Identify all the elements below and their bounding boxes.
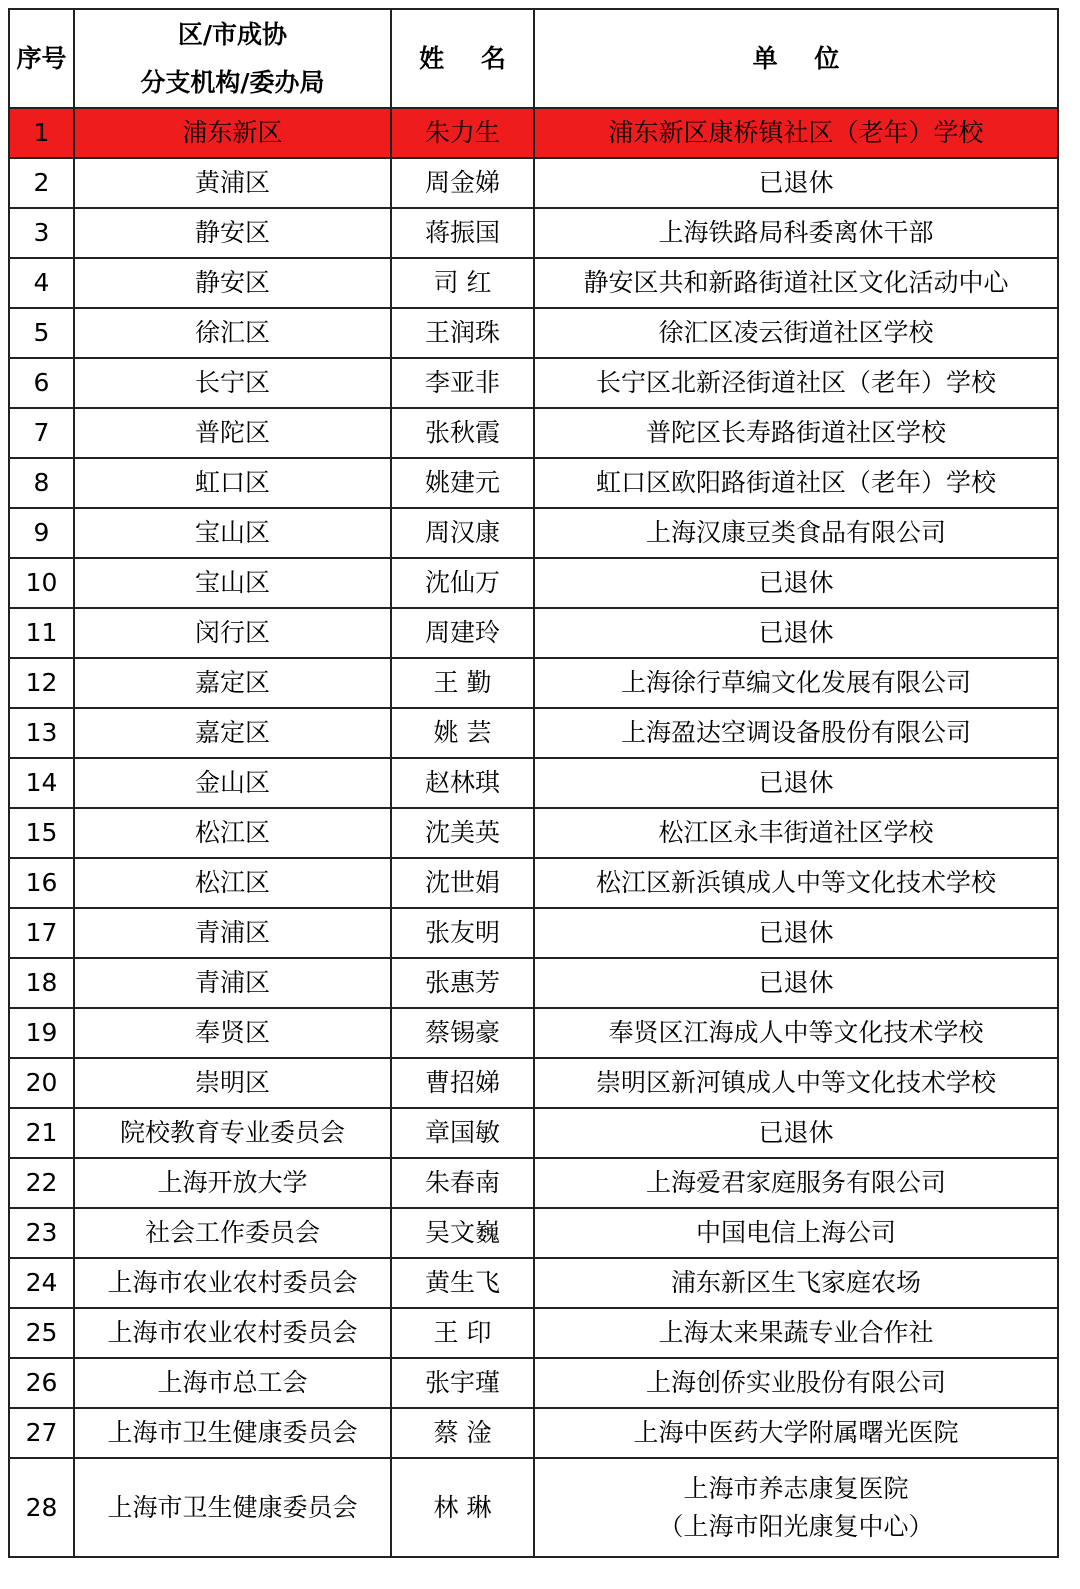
cell-name: 张友明 [391, 908, 534, 958]
cell-name: 沈美英 [391, 808, 534, 858]
cell-no: 20 [9, 1058, 74, 1108]
cell-unit [534, 1458, 1058, 1557]
cell-district: 普陀区 [74, 408, 391, 458]
cell-no: 16 [9, 858, 74, 908]
table-header [9, 9, 1058, 108]
cell-no: 14 [9, 758, 74, 808]
table-row [9, 758, 1058, 808]
table-row [9, 108, 1058, 158]
cell-name: 周汉康 [391, 508, 534, 558]
cell-name: 王 勤 [391, 658, 534, 708]
cell-district: 奉贤区 [74, 1008, 391, 1058]
cell-unit: 长宁区北新泾街道社区（老年）学校 [534, 358, 1058, 408]
cell-name: 蔡锡豪 [391, 1008, 534, 1058]
cell-no: 28 [9, 1458, 74, 1557]
header-row [9, 9, 1058, 108]
table-row [9, 208, 1058, 258]
cell-name: 姚 芸 [391, 708, 534, 758]
cell-district: 浦东新区 [74, 108, 391, 158]
cell-unit: 上海汉康豆类食品有限公司 [534, 508, 1058, 558]
cell-name: 周建玲 [391, 608, 534, 658]
cell-district: 静安区 [74, 258, 391, 308]
header-district [74, 9, 391, 108]
cell-unit: 奉贤区江海成人中等文化技术学校 [534, 1008, 1058, 1058]
cell-no: 8 [9, 458, 74, 508]
cell-unit: 松江区新浜镇成人中等文化技术学校 [534, 858, 1058, 908]
cell-district: 青浦区 [74, 958, 391, 1008]
cell-unit: 上海徐行草编文化发展有限公司 [534, 658, 1058, 708]
cell-district: 虹口区 [74, 458, 391, 508]
cell-no: 13 [9, 708, 74, 758]
cell-name: 张惠芳 [391, 958, 534, 1008]
cell-no: 9 [9, 508, 74, 558]
cell-district: 嘉定区 [74, 658, 391, 708]
header-district-line2: 分支机构/委办局 [140, 67, 325, 97]
table-row [9, 308, 1058, 358]
cell-district: 闵行区 [74, 608, 391, 658]
cell-no: 21 [9, 1108, 74, 1158]
cell-district: 上海市卫生健康委员会 [74, 1408, 391, 1458]
cell-no: 24 [9, 1258, 74, 1308]
cell-district: 崇明区 [74, 1058, 391, 1108]
header-no: 序号 [9, 9, 74, 108]
table-row [9, 1158, 1058, 1208]
cell-no: 22 [9, 1158, 74, 1208]
cell-name: 吴文巍 [391, 1208, 534, 1258]
cell-no: 26 [9, 1358, 74, 1408]
cell-name: 赵林琪 [391, 758, 534, 808]
cell-unit: 上海盈达空调设备股份有限公司 [534, 708, 1058, 758]
cell-unit: 虹口区欧阳路街道社区（老年）学校 [534, 458, 1058, 508]
cell-district: 青浦区 [74, 908, 391, 958]
cell-name: 李亚非 [391, 358, 534, 408]
cell-name: 朱力生 [391, 108, 534, 158]
cell-unit: 上海爱君家庭服务有限公司 [534, 1158, 1058, 1208]
cell-district: 长宁区 [74, 358, 391, 408]
header-unit-label: 单 位 [752, 43, 854, 73]
table-row [9, 1258, 1058, 1308]
table-row [9, 708, 1058, 758]
cell-no: 7 [9, 408, 74, 458]
table-row [9, 608, 1058, 658]
cell-no: 12 [9, 658, 74, 708]
cell-unit: 已退休 [534, 908, 1058, 958]
cell-name: 王润珠 [391, 308, 534, 358]
cell-unit: 已退休 [534, 958, 1058, 1008]
cell-district: 宝山区 [74, 508, 391, 558]
cell-unit: 已退休 [534, 558, 1058, 608]
roster-table [8, 8, 1059, 1558]
cell-unit: 已退休 [534, 758, 1058, 808]
cell-district: 黄浦区 [74, 158, 391, 208]
cell-unit: 已退休 [534, 158, 1058, 208]
cell-district: 松江区 [74, 808, 391, 858]
header-name [391, 9, 534, 108]
table-row [9, 508, 1058, 558]
cell-unit: 上海铁路局科委离休干部 [534, 208, 1058, 258]
cell-name: 蔡 淦 [391, 1408, 534, 1458]
table-row [9, 558, 1058, 608]
cell-unit: 已退休 [534, 608, 1058, 658]
table-row [9, 408, 1058, 458]
header-name-label: 姓 名 [419, 43, 520, 73]
table-row [9, 1408, 1058, 1458]
cell-no: 6 [9, 358, 74, 408]
cell-unit: 上海太来果蔬专业合作社 [534, 1308, 1058, 1358]
table-row [9, 658, 1058, 708]
cell-district: 社会工作委员会 [74, 1208, 391, 1258]
cell-district: 上海开放大学 [74, 1158, 391, 1208]
table-row [9, 458, 1058, 508]
cell-unit: 普陀区长寿路街道社区学校 [534, 408, 1058, 458]
cell-unit: 浦东新区康桥镇社区（老年）学校 [534, 108, 1058, 158]
table-row [9, 1108, 1058, 1158]
cell-name: 黄生飞 [391, 1258, 534, 1308]
cell-name: 张秋霞 [391, 408, 534, 458]
header-district-line1: 区/市成协 [177, 19, 288, 49]
cell-no: 10 [9, 558, 74, 608]
cell-no: 25 [9, 1308, 74, 1358]
cell-name: 周金娣 [391, 158, 534, 208]
cell-name: 林 琳 [391, 1458, 534, 1557]
cell-no: 23 [9, 1208, 74, 1258]
cell-no: 5 [9, 308, 74, 358]
cell-name: 姚建元 [391, 458, 534, 508]
table-row [9, 1308, 1058, 1358]
cell-name: 沈仙万 [391, 558, 534, 608]
table-row [9, 1008, 1058, 1058]
cell-district: 上海市农业农村委员会 [74, 1308, 391, 1358]
cell-name: 章国敏 [391, 1108, 534, 1158]
cell-name: 张宇瑾 [391, 1358, 534, 1408]
cell-district: 徐汇区 [74, 308, 391, 358]
cell-name: 曹招娣 [391, 1058, 534, 1108]
cell-unit-line2: （上海市阳光康复中心） [658, 1511, 934, 1541]
cell-no: 2 [9, 158, 74, 208]
cell-no: 27 [9, 1408, 74, 1458]
cell-no: 19 [9, 1008, 74, 1058]
table-row [9, 258, 1058, 308]
cell-name: 司 红 [391, 258, 534, 308]
cell-district: 嘉定区 [74, 708, 391, 758]
cell-district: 宝山区 [74, 558, 391, 608]
cell-unit: 已退休 [534, 1108, 1058, 1158]
table-body [9, 108, 1058, 1557]
cell-no: 11 [9, 608, 74, 658]
cell-name: 蒋振国 [391, 208, 534, 258]
cell-unit: 上海创侨实业股份有限公司 [534, 1358, 1058, 1408]
cell-unit-line1: 上海市养志康复医院 [683, 1473, 909, 1503]
cell-name: 朱春南 [391, 1158, 534, 1208]
cell-district: 松江区 [74, 858, 391, 908]
table-row [9, 1358, 1058, 1408]
cell-district: 院校教育专业委员会 [74, 1108, 391, 1158]
cell-unit: 中国电信上海公司 [534, 1208, 1058, 1258]
header-unit [534, 9, 1058, 108]
cell-no: 17 [9, 908, 74, 958]
cell-district: 上海市农业农村委员会 [74, 1258, 391, 1308]
table-row [9, 1058, 1058, 1108]
cell-district: 金山区 [74, 758, 391, 808]
cell-name: 沈世娟 [391, 858, 534, 908]
cell-no: 1 [9, 108, 74, 158]
table-row [9, 958, 1058, 1008]
cell-unit: 上海中医药大学附属曙光医院 [534, 1408, 1058, 1458]
cell-no: 3 [9, 208, 74, 258]
table-row [9, 1208, 1058, 1258]
cell-district: 上海市总工会 [74, 1358, 391, 1408]
cell-unit: 徐汇区凌云街道社区学校 [534, 308, 1058, 358]
table-row [9, 858, 1058, 908]
table-row [9, 808, 1058, 858]
table-row [9, 158, 1058, 208]
cell-no: 15 [9, 808, 74, 858]
cell-unit: 浦东新区生飞家庭农场 [534, 1258, 1058, 1308]
cell-name: 王 印 [391, 1308, 534, 1358]
cell-district: 静安区 [74, 208, 391, 258]
cell-no: 18 [9, 958, 74, 1008]
cell-unit: 静安区共和新路街道社区文化活动中心 [534, 258, 1058, 308]
cell-no: 4 [9, 258, 74, 308]
table-row [9, 358, 1058, 408]
table-row [9, 1458, 1058, 1557]
cell-district: 上海市卫生健康委员会 [74, 1458, 391, 1557]
cell-unit: 崇明区新河镇成人中等文化技术学校 [534, 1058, 1058, 1108]
cell-unit: 松江区永丰街道社区学校 [534, 808, 1058, 858]
table-row [9, 908, 1058, 958]
